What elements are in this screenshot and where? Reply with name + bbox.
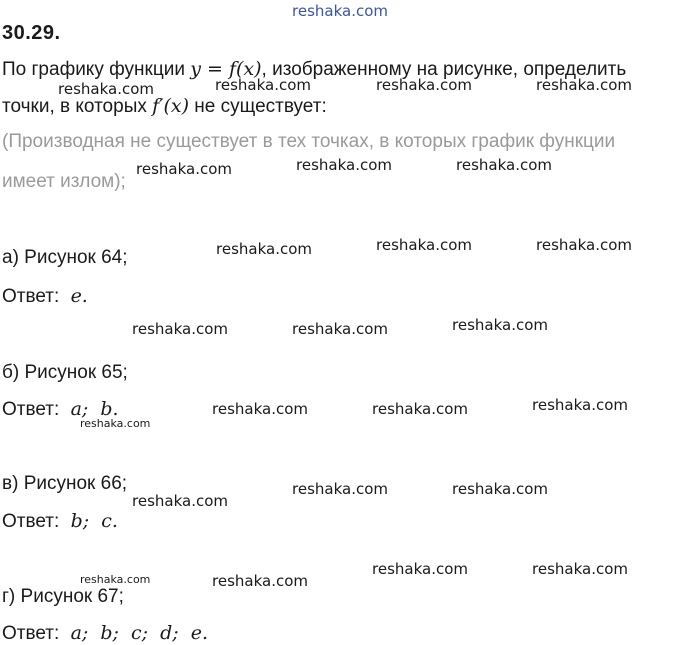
watermark-small: reshaka.com (80, 573, 151, 586)
watermark: reshaka.com (456, 156, 552, 174)
item-c-label: в) Рисунок 66; (2, 473, 128, 494)
answer-prefix: Ответ: (2, 511, 60, 532)
function-formula: y = f(x) (190, 58, 262, 80)
item-c-answer (2, 510, 118, 533)
statement-line-2 (2, 94, 327, 119)
item-d-answer (2, 622, 208, 645)
answer-value: e. (70, 285, 88, 307)
item-b-label: б) Рисунок 65; (2, 362, 128, 383)
item-a-answer (2, 285, 88, 308)
watermark: reshaka.com (292, 320, 388, 338)
watermark: reshaka.com (452, 316, 548, 334)
watermark: reshaka.com (132, 320, 228, 338)
watermark: reshaka.com (536, 76, 632, 94)
watermark: reshaka.com (376, 236, 472, 254)
watermark: reshaka.com (532, 560, 628, 578)
watermark: reshaka.com (212, 572, 308, 590)
watermark: reshaka.com (536, 236, 632, 254)
watermark: reshaka.com (372, 560, 468, 578)
watermark: reshaka.com (216, 240, 312, 258)
statement-text: По графику функции (2, 59, 191, 80)
answer-value: a; b; c; d; e. (70, 622, 209, 644)
derivative-formula: f′(x) (152, 95, 190, 117)
watermark: reshaka.com (136, 160, 232, 178)
statement-line-1 (2, 57, 626, 82)
watermark: reshaka.com (132, 492, 228, 510)
answer-value: b; c. (70, 510, 118, 532)
item-a-label: а) Рисунок 64; (2, 247, 128, 268)
statement-text: , изображенному на рисунке, определить (261, 59, 627, 80)
watermark: reshaka.com (452, 480, 548, 498)
hint-line-1: (Производная не существует в тех точках, в которых график функции (2, 131, 616, 152)
watermark-small: reshaka.com (80, 417, 151, 430)
statement-text: точки, в которых (2, 96, 153, 117)
answer-value: a; b. (70, 398, 119, 420)
task-number: 30.29. (2, 22, 61, 44)
statement-text: не существует: (189, 96, 327, 117)
watermark: reshaka.com (215, 76, 311, 94)
answer-prefix: Ответ: (2, 286, 60, 307)
answer-prefix: Ответ: (2, 623, 60, 644)
watermark: reshaka.com (212, 400, 308, 418)
watermark: reshaka.com (372, 400, 468, 418)
watermark: reshaka.com (58, 80, 154, 98)
item-d-label: г) Рисунок 67; (2, 586, 124, 607)
watermark: reshaka.com (532, 396, 628, 414)
watermark-top: reshaka.com (292, 2, 388, 20)
hint-line-2: имеет излом); (2, 171, 126, 192)
watermark: reshaka.com (292, 480, 388, 498)
answer-prefix: Ответ: (2, 399, 60, 420)
watermark: reshaka.com (296, 156, 392, 174)
watermark: reshaka.com (376, 76, 472, 94)
